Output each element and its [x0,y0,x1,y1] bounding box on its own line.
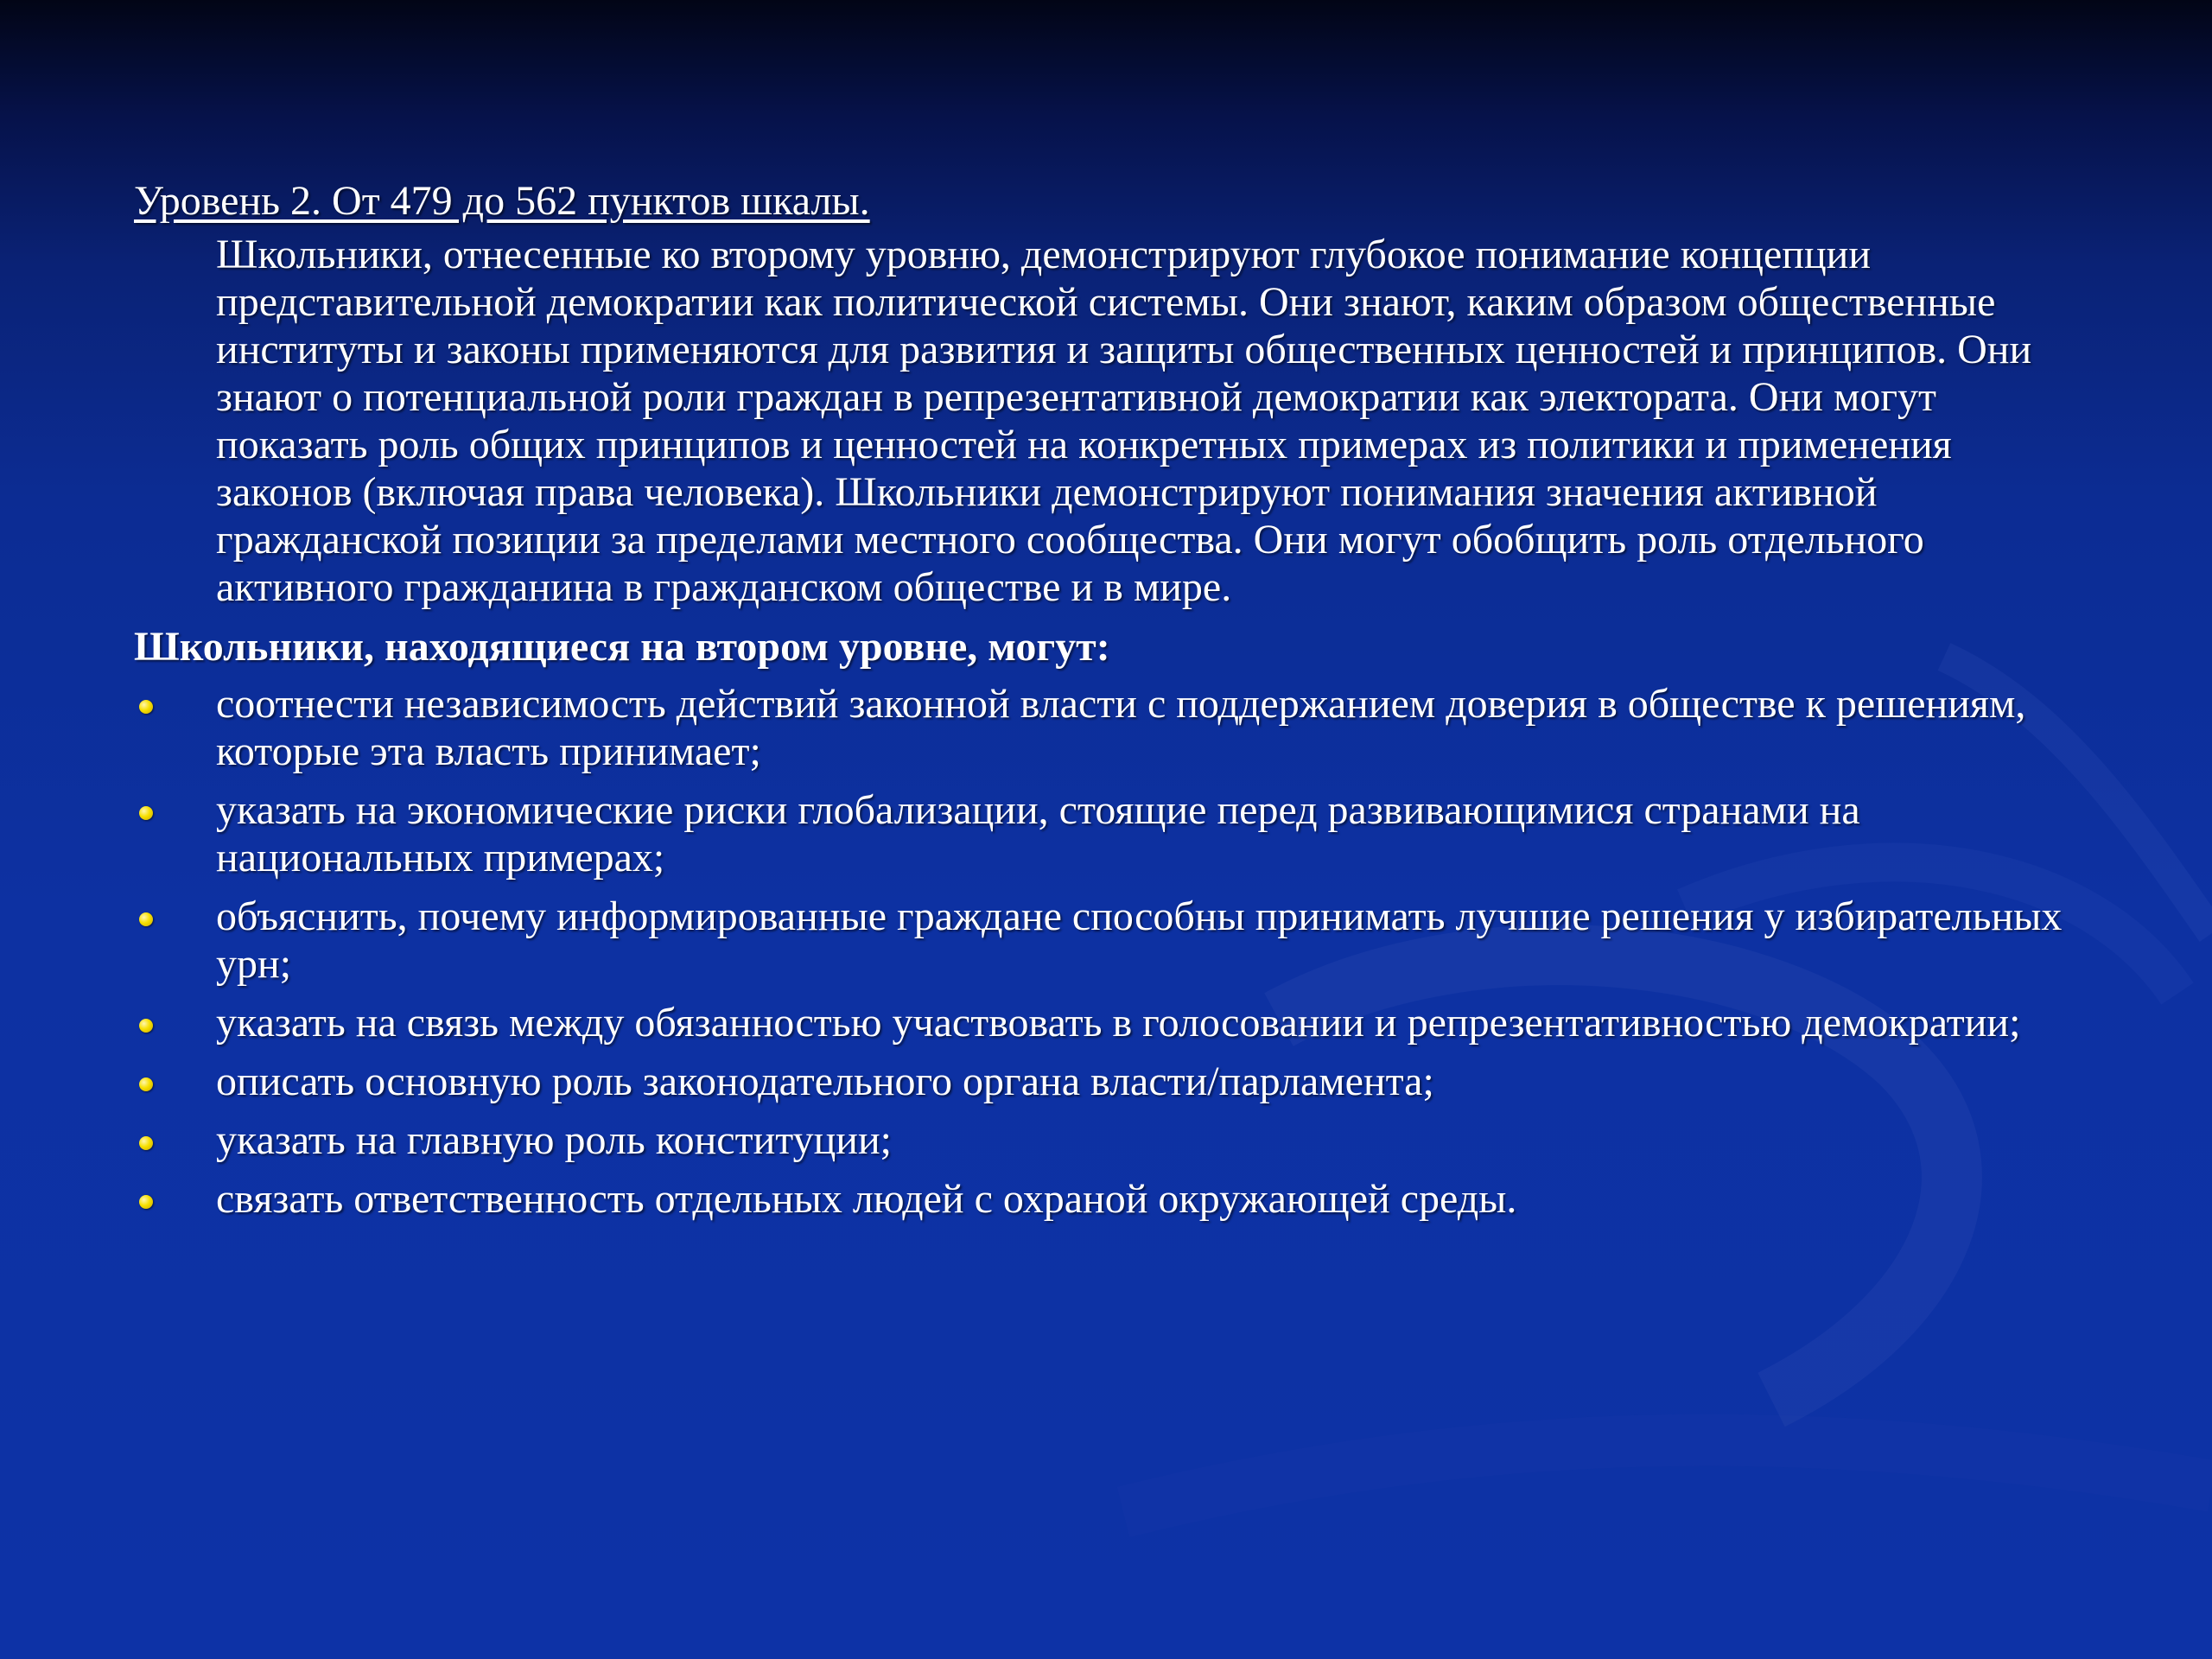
list-item [134,1058,2095,1105]
list-item-text: связать ответственность отдельных людей с охраной окружающей среды. [216,1176,1517,1222]
abilities-subheading: Школьники, находящиеся на втором уровне, могут: [134,624,1110,670]
bullet-dot-icon [139,1077,153,1091]
bullet-dot-icon [139,1195,153,1209]
bullet-dot-icon [139,806,153,820]
list-item [134,680,2095,775]
list-item-text: указать на экономические риски глобализации, стоящие перед развивающимися странами на национальных примерах; [216,787,1860,880]
list-item [134,1116,2095,1164]
abilities-list [134,680,2095,1223]
list-item [134,786,2095,881]
list-item [134,1175,2095,1223]
level-heading: Уровень 2. От 479 до 562 пунктов шкалы. [134,178,870,224]
list-item [134,893,2095,988]
list-item-text: указать на главную роль конституции; [216,1117,892,1163]
bullet-dot-icon [139,1136,153,1150]
bullet-dot-icon [139,912,153,926]
list-item [134,999,2095,1046]
list-item-text: соотнести независимость действий законной власти с поддержанием доверия в обществе к решениям, которые эта власть принимает; [216,681,2026,774]
slide-content [134,177,2095,1234]
level-description: Школьники, отнесенные ко второму уровню, демонстрируют глубокое понимание концепции представительной демократии как политической системы. Они знают, каким образом общественные институты и законы применяются для развития и защиты общественных ценностей и принципов. Они знают о потенциальной роли граждан в репрезентативной демократии как электората. Они могут показать роль общих принципов и ценностей на конкретных примерах из политики и применения законов (включая права человека). Школьники демонстрируют понимания значения активной гражданской позиции за пределами местного сообщества. Они могут обобщить роль отдельного активного гражданина в гражданском обществе и в мире. [216,232,2032,610]
list-item-text: указать на связь между обязанностью участвовать в голосовании и репрезентативностью демократии; [216,1000,2021,1046]
bullet-dot-icon [139,1019,153,1033]
bullet-dot-icon [139,700,153,714]
list-item-text: объяснить, почему информированные граждане способны принимать лучшие решения у избирательных урн; [216,893,2063,987]
list-item-text: описать основную роль законодательного органа власти/парламента; [216,1058,1434,1104]
